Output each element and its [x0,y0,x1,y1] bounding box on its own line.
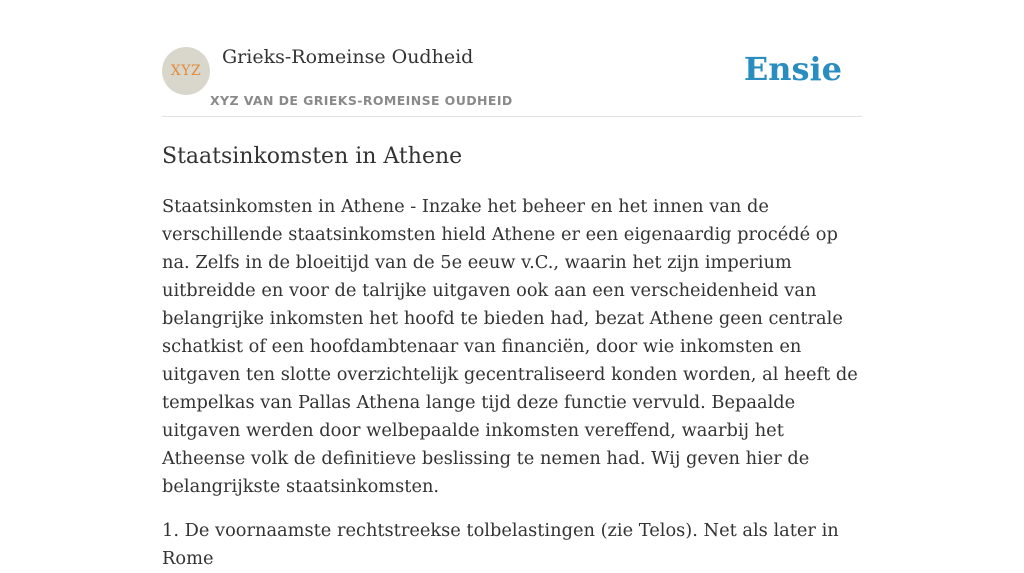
site-header [162,0,862,117]
site-subtitle[interactable]: XYZ VAN DE GRIEKS-ROMEINSE OUDHEID [210,93,513,108]
ensie-logo[interactable]: Ensie [743,50,842,88]
site-title[interactable]: Grieks-Romeinse Oudheid [222,46,474,68]
page [162,0,862,573]
article-title: Staatsinkomsten in Athene [162,144,463,169]
article [162,143,862,573]
article-paragraph: Staatsinkomsten in Athene - Inzake het beheer en het innen van de verschillende staatsinkomsten hield Athene er een eigenaardig procédé op na. Zelfs in de bloeitijd van de 5e eeuw v.C., waarin het zijn imperium uitbreidde en voor de talrijke uitgaven ook aan een verscheidenheid van belangrijke inkomsten het hoofd te bieden had, bezat Athene geen centrale schatkist of een hoofdambtenaar van financiën, door wie inkomsten en uitgaven ten slotte overzichtelijk gecentraliseerd konden worden, al heeft de tempelkas van Pallas Athena lange tijd deze functie vervuld. Bepaalde uitgaven werden door welbepaalde inkomsten vereffend, waarbij het Atheense volk de definitieve beslissing te nemen had. Wij geven hier de belangrijkste staatsinkomsten. [162,196,858,497]
article-paragraph: 1. De voornaamste rechtstreekse tolbelastingen (zie Telos). Net als later in Rome [162,520,839,569]
avatar[interactable]: XYZ [162,47,210,95]
